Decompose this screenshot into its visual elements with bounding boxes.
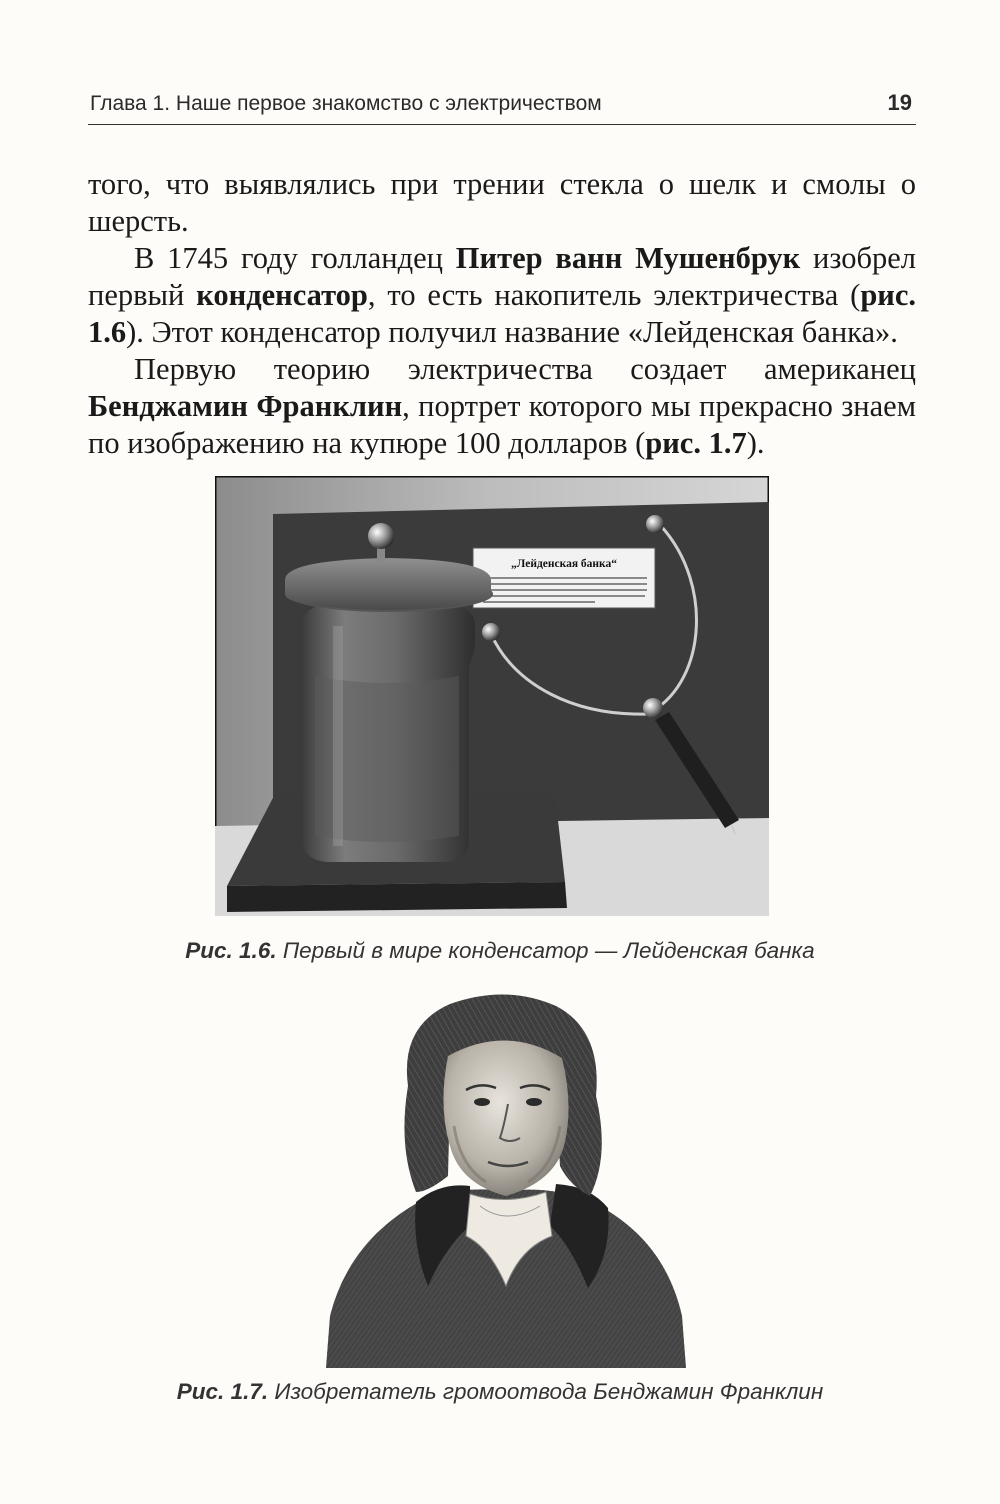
discharger-ball-joint bbox=[643, 698, 663, 718]
page-number: 19 bbox=[887, 90, 912, 115]
p2-text-3: , то есть накопитель электричества ( bbox=[367, 278, 861, 312]
caption-1-6-number: Рис. 1.6. bbox=[185, 938, 277, 963]
p3-text-2: , портрет которого мы прекрасно знаем по изображению на купюре 100 долларов ( bbox=[88, 389, 916, 460]
p2-text-4: ). Этот конденсатор получил название «Лейденская банка». bbox=[126, 315, 898, 349]
caption-1-6-text: Первый в мире конденсатор — Лейденская банка bbox=[276, 938, 815, 963]
p3-bold-name: Бенджамин Франклин bbox=[88, 389, 403, 423]
paragraph-3 bbox=[88, 351, 916, 462]
p2-text-2: изобрел первый bbox=[88, 241, 917, 312]
left-eye bbox=[474, 1098, 490, 1106]
figure-1-6-caption bbox=[0, 938, 1000, 964]
chapter-title: Глава 1. Наше первое знакомство с электричеством bbox=[90, 92, 602, 115]
discharger-ball-left bbox=[482, 623, 500, 641]
p2-text-1: В 1745 году голландец bbox=[134, 241, 456, 275]
franklin-portrait bbox=[320, 986, 692, 1368]
p2-figure-ref: рис. 1.6 bbox=[88, 278, 917, 349]
figure-franklin-portrait bbox=[320, 986, 692, 1368]
jar-terminal-ball bbox=[368, 523, 394, 549]
museum-label-title: „Лейденская банка“ bbox=[511, 558, 617, 570]
caption-1-7-number: Рис. 1.7. bbox=[176, 1379, 269, 1404]
body-text bbox=[88, 166, 916, 462]
caption-1-7-text: Изобретатель громоотвода Бенджамин Франклин bbox=[268, 1379, 824, 1404]
p3-text-3: ). bbox=[746, 426, 765, 460]
p2-bold-name: Питер ванн Мушенбрук bbox=[455, 241, 801, 275]
discharger-ball-top bbox=[646, 515, 664, 533]
paragraph-1: того, что выявлялись при трении стекла о шелк и смолы о шерсть. bbox=[88, 167, 916, 238]
p2-bold-term: конденсатор bbox=[196, 278, 368, 312]
figure-leyden-jar bbox=[215, 476, 769, 916]
p3-text-1: Первую теорию электричества создает американец bbox=[134, 352, 916, 386]
paragraph-2 bbox=[88, 240, 916, 351]
right-eye bbox=[526, 1098, 542, 1106]
running-head bbox=[88, 88, 916, 125]
p3-figure-ref: рис. 1.7 bbox=[645, 426, 747, 460]
jar-lid bbox=[285, 558, 491, 610]
figure-1-7-caption bbox=[0, 1379, 1000, 1405]
leyden-jar-photo bbox=[215, 476, 769, 916]
